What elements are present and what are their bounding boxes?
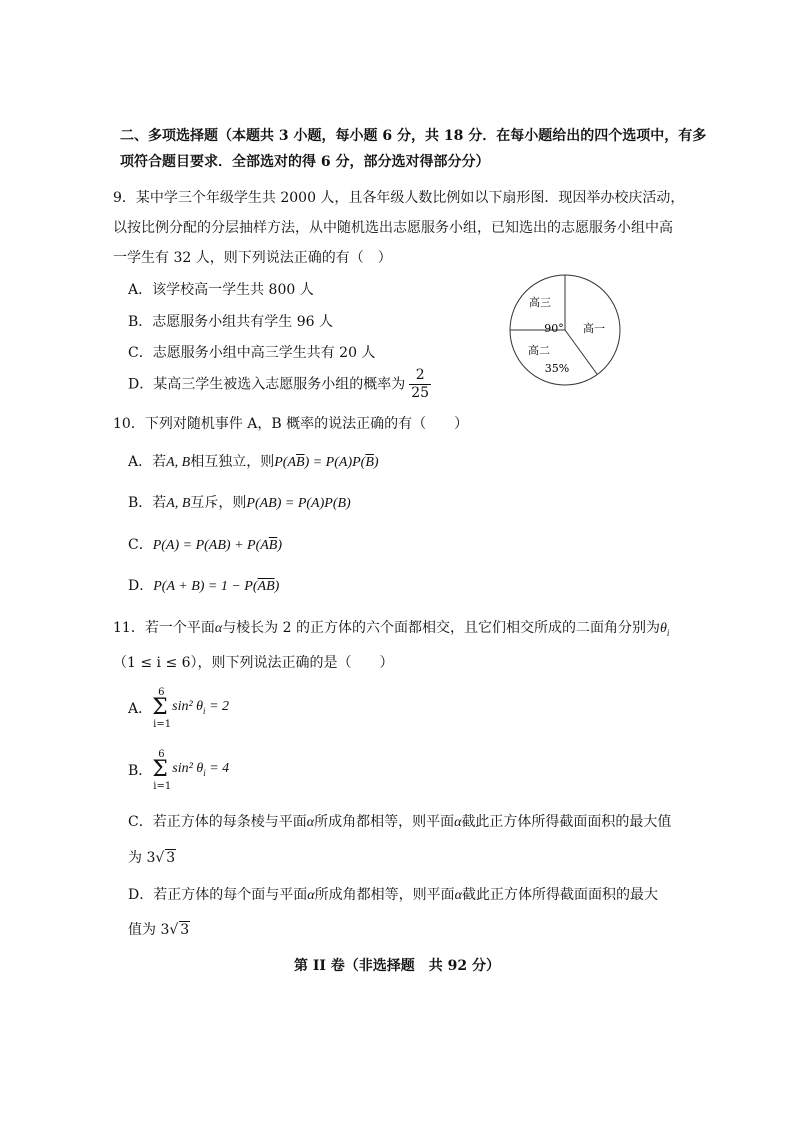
q9-option-d-fraction <box>409 367 431 402</box>
option-label: A． <box>128 701 153 717</box>
q9-option-d <box>128 367 431 402</box>
option-text: 互斥，则 <box>190 495 247 511</box>
q11-stem-line1: 11．若一个平面α与棱长为 2 的正方体的六个面都相交，且它们相交所成的二面角分别为$\theta_i$ <box>113 620 670 638</box>
q9-stem-line1: 9．某中学三个年级学生共 2000 人，且各年级人数比例如以下扇形图．现因举办校庆活动， <box>113 190 685 206</box>
part2-title: 第 II 卷（非选择题 共 92 分） <box>293 958 501 974</box>
pie-label-grade1: 高一 <box>583 322 605 335</box>
q11-option-d-line2: 值为 3√ 3 <box>128 922 190 938</box>
q9-stem-line2: 以按比例分配的分层抽样方法，从中随机选出志愿服务小组，已知选出的志愿服务小组中高 <box>113 220 673 236</box>
alpha-symbol: α <box>307 888 315 903</box>
q10-option-c <box>128 535 282 556</box>
option-label: A． <box>128 454 153 470</box>
q11-option-a <box>128 688 229 730</box>
theta-symbol: $\theta_i$ <box>660 621 670 638</box>
q9-stem-line3: 一学生有 32 人，则下列说法正确的有（ ） <box>113 250 392 266</box>
section-heading-line2: 项符合题目要求．全部选对的得 6 分，部分选对得部分分） <box>120 154 490 170</box>
q11-option-b <box>128 750 229 792</box>
q11-stem-line2: （1 ≤ i ≤ 6），则下列说法正确的是（ ） <box>113 655 394 671</box>
pie-label-grade2: 高二 <box>528 344 550 357</box>
q9-option-b: B．志愿服务小组共有学生 96 人 <box>128 314 334 330</box>
q10-stem: 10．下列对随机事件 A，B 概率的说法正确的有（ ） <box>113 416 469 432</box>
q11-option-d-line1: D．若正方体的每个面与平面α所成角都相等，则平面α截此正方体所得截面面积的最大 <box>128 887 658 903</box>
fraction-numerator: 2 <box>409 367 431 385</box>
section-heading-line1: 二、多项选择题（本题共 3 小题，每小题 6 分，共 18 分．在每小题给出的四个选项中，有多 <box>120 128 707 144</box>
grade-pie-chart <box>505 274 625 386</box>
option-label: C． <box>128 537 153 553</box>
pie-label-grade3-angle: 90° <box>544 322 564 335</box>
pie-label-grade2-percent: 35% <box>544 362 570 375</box>
q10-option-b <box>128 493 351 514</box>
math-vars: A, B <box>166 496 191 511</box>
math-vars: A, B <box>166 455 191 470</box>
math-formula: sin² $\theta_i = 2$ <box>172 699 230 716</box>
pie-label-grade3: 高三 <box>529 296 551 309</box>
math-formula: P(AB) = P(A)P(B) <box>246 496 351 511</box>
math-formula: $P(A + B) = 1 - P(\overline{AB})$ <box>153 579 280 594</box>
q10-option-d <box>128 576 279 597</box>
option-label: B． <box>128 495 153 511</box>
alpha-symbol: α <box>454 888 462 903</box>
q9-option-a: A．该学校高一学生共 800 人 <box>128 282 314 298</box>
q9-option-d-text: D．某高三学生被选入志愿服务小组的概率为 <box>128 376 406 393</box>
summation-symbol: 6 Σ i=1 <box>152 749 172 792</box>
math-formula: $P(A\overline{B}) = P(A)P(\overline{B})$ <box>274 455 379 470</box>
sqrt-symbol: √ <box>169 922 179 938</box>
option-text: 若 <box>152 454 167 470</box>
q11-option-c-line1: C．若正方体的每条棱与平面α所成角都相等，则平面α截此正方体所得截面面积的最大值 <box>128 814 672 830</box>
option-text: 若 <box>152 495 167 511</box>
summation-symbol: 6 Σ i=1 <box>152 687 172 730</box>
sqrt-symbol: √ <box>155 850 165 866</box>
option-text: 相互独立，则 <box>190 454 275 470</box>
fraction-denominator: 25 <box>411 385 430 401</box>
alpha-symbol: α <box>454 815 462 830</box>
option-label: B． <box>128 763 153 779</box>
math-formula: sin² $\theta_i = 4$ <box>172 761 230 778</box>
alpha-symbol: α <box>214 621 223 636</box>
alpha-symbol: α <box>306 815 315 830</box>
option-label: D． <box>128 578 154 594</box>
q11-option-c-line2: 为 3√ 3 <box>128 850 176 866</box>
q9-option-c: C．志愿服务小组中高三学生共有 20 人 <box>128 345 376 361</box>
q10-option-a <box>128 452 379 473</box>
math-formula: $P(A) = P(AB) + P(A\overline{B})$ <box>152 538 283 553</box>
